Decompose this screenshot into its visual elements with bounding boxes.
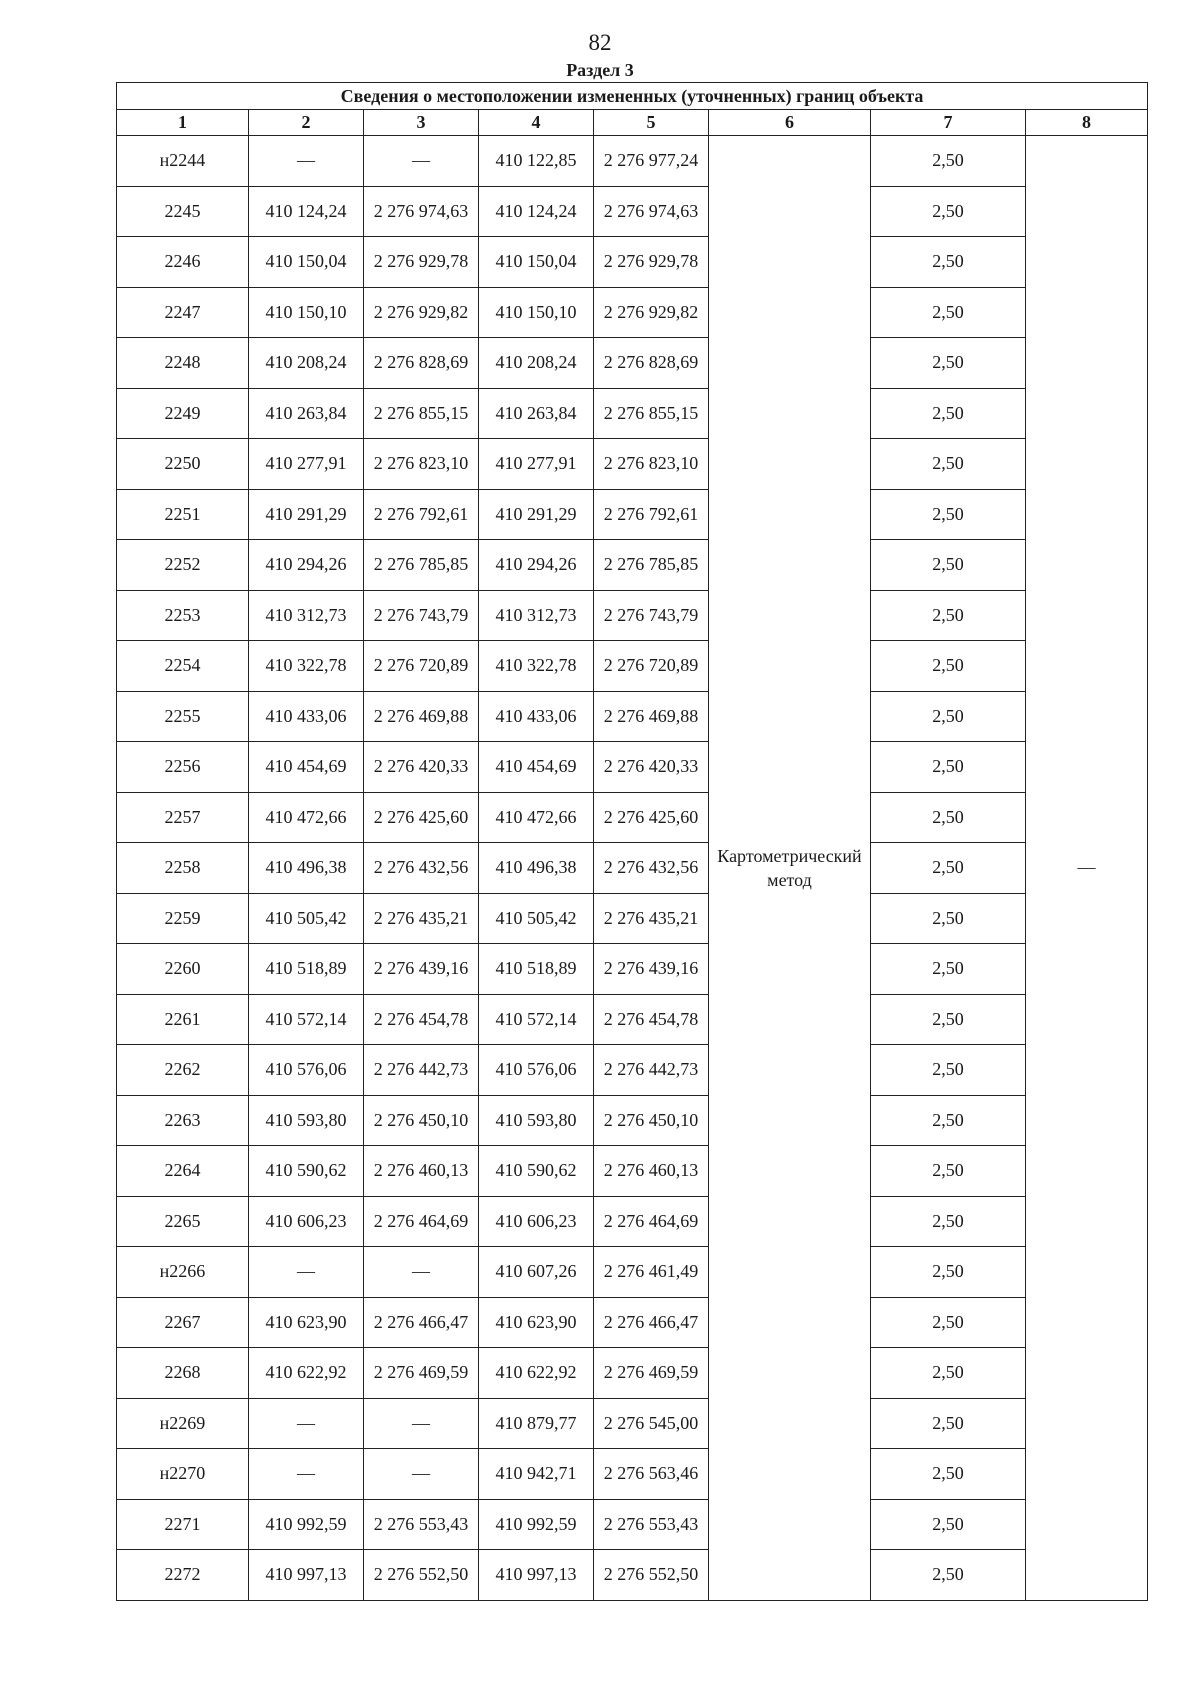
accuracy-cell: 2,50 — [871, 1398, 1026, 1449]
x-old-cell: 410 622,92 — [249, 1348, 364, 1399]
y-new-cell: 2 276 929,78 — [594, 237, 709, 288]
y-old-cell: — — [364, 1449, 479, 1500]
y-old-cell: 2 276 469,88 — [364, 691, 479, 742]
y-new-cell: 2 276 552,50 — [594, 1550, 709, 1601]
x-new-cell: 410 294,26 — [479, 540, 594, 591]
y-new-cell: 2 276 855,15 — [594, 388, 709, 439]
accuracy-cell: 2,50 — [871, 287, 1026, 338]
x-new-cell: 410 593,80 — [479, 1095, 594, 1146]
x-old-cell: 410 433,06 — [249, 691, 364, 742]
x-old-cell: 410 606,23 — [249, 1196, 364, 1247]
point-number-cell: 2252 — [117, 540, 249, 591]
table-row — [117, 994, 1148, 1045]
point-number-cell: 2255 — [117, 691, 249, 742]
x-new-cell: 410 607,26 — [479, 1247, 594, 1298]
accuracy-cell: 2,50 — [871, 1045, 1026, 1096]
accuracy-cell: 2,50 — [871, 1499, 1026, 1550]
x-old-cell: — — [249, 1398, 364, 1449]
y-new-cell: 2 276 720,89 — [594, 641, 709, 692]
x-new-cell: 410 572,14 — [479, 994, 594, 1045]
x-old-cell: 410 294,26 — [249, 540, 364, 591]
x-new-cell: 410 576,06 — [479, 1045, 594, 1096]
y-new-cell: 2 276 792,61 — [594, 489, 709, 540]
column-number-row — [117, 110, 1148, 136]
page-number: 82 — [588, 30, 612, 55]
y-old-cell: 2 276 432,56 — [364, 843, 479, 894]
table-row — [117, 893, 1148, 944]
accuracy-cell: 2,50 — [871, 742, 1026, 793]
x-old-cell: 410 623,90 — [249, 1297, 364, 1348]
table-row — [117, 1449, 1148, 1500]
point-number-cell: н2270 — [117, 1449, 249, 1500]
x-new-cell: 410 150,04 — [479, 237, 594, 288]
y-old-cell: 2 276 743,79 — [364, 590, 479, 641]
y-new-cell: 2 276 828,69 — [594, 338, 709, 389]
x-old-cell: 410 124,24 — [249, 186, 364, 237]
y-new-cell: 2 276 420,33 — [594, 742, 709, 793]
accuracy-cell: 2,50 — [871, 1550, 1026, 1601]
y-old-cell: — — [364, 1398, 479, 1449]
column-number-7: 7 — [871, 110, 1026, 136]
x-new-cell: 410 997,13 — [479, 1550, 594, 1601]
x-new-cell: 410 622,92 — [479, 1348, 594, 1399]
column-number-5: 5 — [594, 110, 709, 136]
table-caption: Сведения о местоположении измененных (уточненных) границ объекта — [117, 83, 1148, 110]
y-new-cell: 2 276 469,88 — [594, 691, 709, 742]
y-old-cell: 2 276 823,10 — [364, 439, 479, 490]
accuracy-cell: 2,50 — [871, 1449, 1026, 1500]
point-number-cell: 2246 — [117, 237, 249, 288]
point-number-cell: 2257 — [117, 792, 249, 843]
accuracy-cell: 2,50 — [871, 944, 1026, 995]
y-old-cell: 2 276 439,16 — [364, 944, 479, 995]
point-number-cell: 2254 — [117, 641, 249, 692]
x-old-cell: 410 505,42 — [249, 893, 364, 944]
y-old-cell: 2 276 828,69 — [364, 338, 479, 389]
x-new-cell: 410 496,38 — [479, 843, 594, 894]
x-new-cell: 410 291,29 — [479, 489, 594, 540]
section-title: Раздел 3 — [566, 60, 634, 80]
x-old-cell: 410 576,06 — [249, 1045, 364, 1096]
table-row — [117, 1247, 1148, 1298]
x-old-cell: — — [249, 1247, 364, 1298]
column-number-1: 1 — [117, 110, 249, 136]
point-number-cell: 2259 — [117, 893, 249, 944]
y-new-cell: 2 276 435,21 — [594, 893, 709, 944]
accuracy-cell: 2,50 — [871, 338, 1026, 389]
y-new-cell: 2 276 439,16 — [594, 944, 709, 995]
point-number-cell: 2251 — [117, 489, 249, 540]
y-new-cell: 2 276 425,60 — [594, 792, 709, 843]
accuracy-cell: 2,50 — [871, 792, 1026, 843]
y-new-cell: 2 276 442,73 — [594, 1045, 709, 1096]
accuracy-cell: 2,50 — [871, 439, 1026, 490]
point-number-cell: 2248 — [117, 338, 249, 389]
x-new-cell: 410 505,42 — [479, 893, 594, 944]
y-old-cell: — — [364, 1247, 479, 1298]
boundary-table — [116, 82, 1148, 1601]
table-row — [117, 287, 1148, 338]
accuracy-cell: 2,50 — [871, 186, 1026, 237]
x-old-cell: 410 150,10 — [249, 287, 364, 338]
x-new-cell: 410 433,06 — [479, 691, 594, 742]
point-number-cell: 2272 — [117, 1550, 249, 1601]
y-old-cell: 2 276 974,63 — [364, 186, 479, 237]
accuracy-cell: 2,50 — [871, 1247, 1026, 1298]
accuracy-cell: 2,50 — [871, 1348, 1026, 1399]
accuracy-cell: 2,50 — [871, 843, 1026, 894]
x-old-cell: 410 518,89 — [249, 944, 364, 995]
x-new-cell: 410 263,84 — [479, 388, 594, 439]
x-old-cell: 410 322,78 — [249, 641, 364, 692]
y-old-cell: 2 276 454,78 — [364, 994, 479, 1045]
table-row — [117, 388, 1148, 439]
point-number-cell: н2269 — [117, 1398, 249, 1449]
table-row — [117, 1297, 1148, 1348]
x-old-cell: 410 572,14 — [249, 994, 364, 1045]
column-number-2: 2 — [249, 110, 364, 136]
x-old-cell: 410 291,29 — [249, 489, 364, 540]
point-number-cell: 2262 — [117, 1045, 249, 1096]
point-number-cell: 2247 — [117, 287, 249, 338]
x-old-cell: 410 150,04 — [249, 237, 364, 288]
point-number-cell: н2244 — [117, 136, 249, 187]
point-number-cell: 2271 — [117, 1499, 249, 1550]
x-old-cell: 410 472,66 — [249, 792, 364, 843]
table-row — [117, 691, 1148, 742]
column-number-6: 6 — [709, 110, 871, 136]
point-number-cell: 2258 — [117, 843, 249, 894]
x-new-cell: 410 322,78 — [479, 641, 594, 692]
y-new-cell: 2 276 785,85 — [594, 540, 709, 591]
method-cell: Картометрический метод — [709, 136, 871, 1601]
x-new-cell: 410 208,24 — [479, 338, 594, 389]
table-row — [117, 186, 1148, 237]
y-new-cell: 2 276 466,47 — [594, 1297, 709, 1348]
y-old-cell: 2 276 425,60 — [364, 792, 479, 843]
point-number-cell: 2256 — [117, 742, 249, 793]
y-old-cell: 2 276 929,78 — [364, 237, 479, 288]
accuracy-cell: 2,50 — [871, 893, 1026, 944]
table-body — [117, 136, 1148, 1601]
accuracy-cell: 2,50 — [871, 1095, 1026, 1146]
point-number-cell: 2265 — [117, 1196, 249, 1247]
table-row — [117, 1146, 1148, 1197]
point-number-cell: 2261 — [117, 994, 249, 1045]
accuracy-cell: 2,50 — [871, 388, 1026, 439]
y-old-cell: 2 276 460,13 — [364, 1146, 479, 1197]
accuracy-cell: 2,50 — [871, 1146, 1026, 1197]
x-old-cell: 410 593,80 — [249, 1095, 364, 1146]
table-row — [117, 1095, 1148, 1146]
table-row — [117, 1398, 1148, 1449]
x-new-cell: 410 122,85 — [479, 136, 594, 187]
table-row — [117, 338, 1148, 389]
point-number-cell: 2250 — [117, 439, 249, 490]
table-row — [117, 944, 1148, 995]
x-new-cell: 410 623,90 — [479, 1297, 594, 1348]
accuracy-cell: 2,50 — [871, 590, 1026, 641]
y-new-cell: 2 276 553,43 — [594, 1499, 709, 1550]
accuracy-cell: 2,50 — [871, 641, 1026, 692]
x-new-cell: 410 879,77 — [479, 1398, 594, 1449]
column-8-cell: — — [1026, 136, 1148, 1601]
x-old-cell: 410 992,59 — [249, 1499, 364, 1550]
y-new-cell: 2 276 977,24 — [594, 136, 709, 187]
x-old-cell: 410 208,24 — [249, 338, 364, 389]
y-old-cell: 2 276 929,82 — [364, 287, 479, 338]
y-new-cell: 2 276 460,13 — [594, 1146, 709, 1197]
x-new-cell: 410 942,71 — [479, 1449, 594, 1500]
y-new-cell: 2 276 461,49 — [594, 1247, 709, 1298]
x-new-cell: 410 124,24 — [479, 186, 594, 237]
x-old-cell: 410 454,69 — [249, 742, 364, 793]
x-old-cell: 410 590,62 — [249, 1146, 364, 1197]
point-number-cell: 2264 — [117, 1146, 249, 1197]
y-old-cell: 2 276 464,69 — [364, 1196, 479, 1247]
table-row — [117, 136, 1148, 187]
y-new-cell: 2 276 464,69 — [594, 1196, 709, 1247]
accuracy-cell: 2,50 — [871, 1297, 1026, 1348]
table-row — [117, 1550, 1148, 1601]
point-number-cell: 2253 — [117, 590, 249, 641]
x-new-cell: 410 454,69 — [479, 742, 594, 793]
x-old-cell: 410 312,73 — [249, 590, 364, 641]
y-old-cell: 2 276 720,89 — [364, 641, 479, 692]
y-new-cell: 2 276 545,00 — [594, 1398, 709, 1449]
y-old-cell: 2 276 785,85 — [364, 540, 479, 591]
y-new-cell: 2 276 469,59 — [594, 1348, 709, 1399]
y-old-cell: 2 276 855,15 — [364, 388, 479, 439]
point-number-cell: 2263 — [117, 1095, 249, 1146]
table-row — [117, 843, 1148, 894]
accuracy-cell: 2,50 — [871, 994, 1026, 1045]
accuracy-cell: 2,50 — [871, 540, 1026, 591]
x-old-cell: — — [249, 1449, 364, 1500]
x-new-cell: 410 606,23 — [479, 1196, 594, 1247]
y-new-cell: 2 276 974,63 — [594, 186, 709, 237]
y-old-cell: 2 276 450,10 — [364, 1095, 479, 1146]
x-old-cell: 410 997,13 — [249, 1550, 364, 1601]
y-old-cell: 2 276 553,43 — [364, 1499, 479, 1550]
y-new-cell: 2 276 432,56 — [594, 843, 709, 894]
table-row — [117, 540, 1148, 591]
y-old-cell: 2 276 435,21 — [364, 893, 479, 944]
y-new-cell: 2 276 454,78 — [594, 994, 709, 1045]
table-row — [117, 1348, 1148, 1399]
point-number-cell: 2268 — [117, 1348, 249, 1399]
y-old-cell: 2 276 552,50 — [364, 1550, 479, 1601]
table-row — [117, 1045, 1148, 1096]
x-new-cell: 410 150,10 — [479, 287, 594, 338]
accuracy-cell: 2,50 — [871, 691, 1026, 742]
point-number-cell: 2260 — [117, 944, 249, 995]
y-new-cell: 2 276 563,46 — [594, 1449, 709, 1500]
accuracy-cell: 2,50 — [871, 136, 1026, 187]
x-new-cell: 410 312,73 — [479, 590, 594, 641]
point-number-cell: н2266 — [117, 1247, 249, 1298]
y-new-cell: 2 276 929,82 — [594, 287, 709, 338]
column-number-3: 3 — [364, 110, 479, 136]
accuracy-cell: 2,50 — [871, 489, 1026, 540]
x-new-cell: 410 472,66 — [479, 792, 594, 843]
y-new-cell: 2 276 743,79 — [594, 590, 709, 641]
point-number-cell: 2249 — [117, 388, 249, 439]
y-old-cell: — — [364, 136, 479, 187]
x-new-cell: 410 992,59 — [479, 1499, 594, 1550]
x-old-cell: — — [249, 136, 364, 187]
column-number-8: 8 — [1026, 110, 1148, 136]
column-number-4: 4 — [479, 110, 594, 136]
x-old-cell: 410 277,91 — [249, 439, 364, 490]
point-number-cell: 2245 — [117, 186, 249, 237]
y-old-cell: 2 276 792,61 — [364, 489, 479, 540]
y-old-cell: 2 276 469,59 — [364, 1348, 479, 1399]
point-number-cell: 2267 — [117, 1297, 249, 1348]
accuracy-cell: 2,50 — [871, 1196, 1026, 1247]
accuracy-cell: 2,50 — [871, 237, 1026, 288]
table-row — [117, 237, 1148, 288]
y-old-cell: 2 276 466,47 — [364, 1297, 479, 1348]
table-row — [117, 439, 1148, 490]
x-new-cell: 410 518,89 — [479, 944, 594, 995]
table-row — [117, 742, 1148, 793]
x-new-cell: 410 277,91 — [479, 439, 594, 490]
x-old-cell: 410 263,84 — [249, 388, 364, 439]
x-new-cell: 410 590,62 — [479, 1146, 594, 1197]
table-row — [117, 792, 1148, 843]
y-old-cell: 2 276 420,33 — [364, 742, 479, 793]
y-old-cell: 2 276 442,73 — [364, 1045, 479, 1096]
y-new-cell: 2 276 450,10 — [594, 1095, 709, 1146]
table-row — [117, 1196, 1148, 1247]
y-new-cell: 2 276 823,10 — [594, 439, 709, 490]
table-row — [117, 590, 1148, 641]
x-old-cell: 410 496,38 — [249, 843, 364, 894]
table-row — [117, 641, 1148, 692]
table-row — [117, 489, 1148, 540]
table-row — [117, 1499, 1148, 1550]
